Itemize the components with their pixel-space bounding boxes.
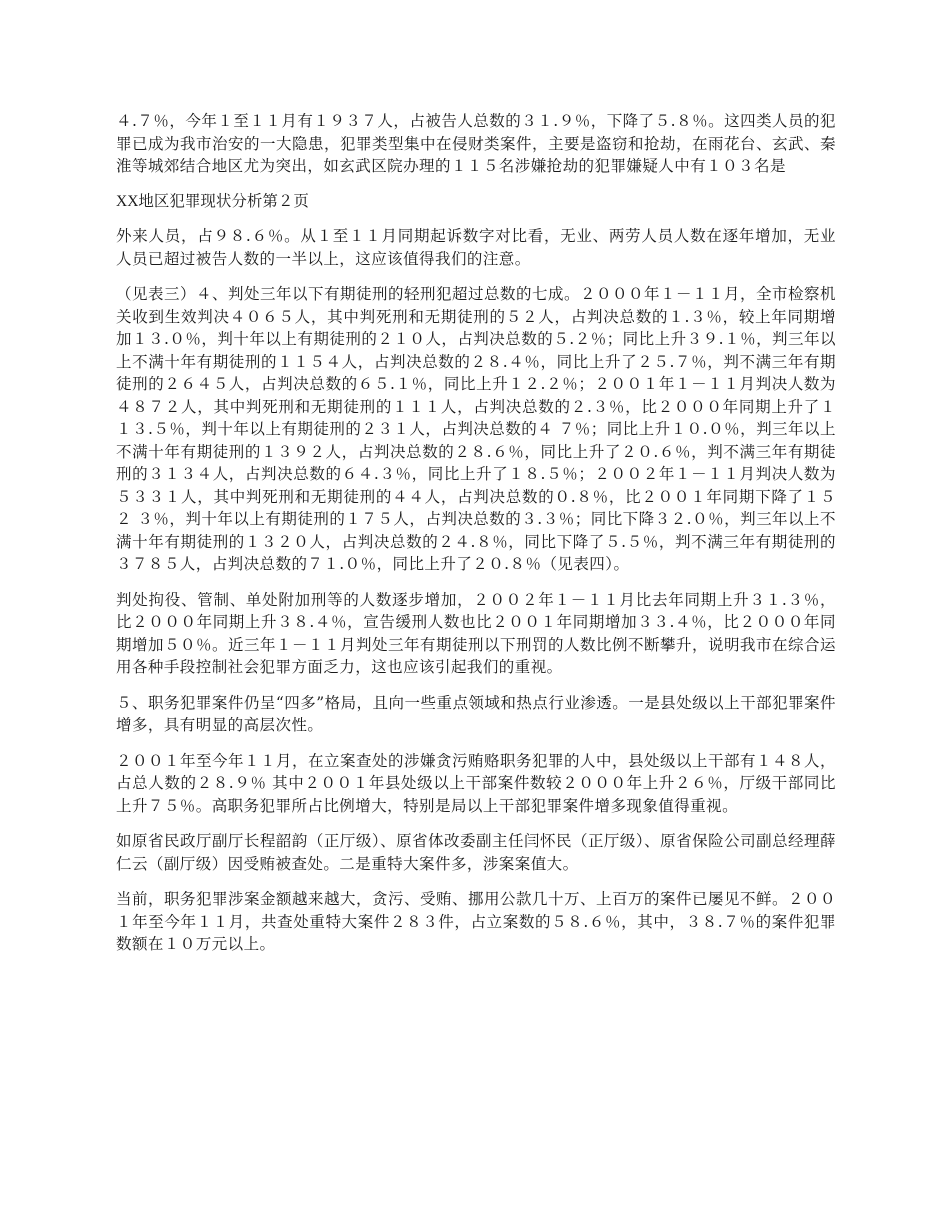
paragraph-3: 判处拘役、管制、单处附加刑等的人数逐步增加，２００２年１－１１月比去年同期上升３１.３％，比２０００年同期上升３８.４％，宣告缓刑人数也比２００１年同期增加３３.４％，比２０００年同期增加５０％。近三年１－１１月判处三年有期徒刑以下刑罚的人数比例不断攀升，说明我市在综合运用各种手段控制社会犯罪方面乏力，这也应该引起我们的重视。 xyxy=(116,590,836,676)
paragraph-intro: ４.７％，今年１至１１月有１９３７人，占被告人总数的３１.９％，下降了５.８％。这四类人员的犯罪已成为我市治安的一大隐患，犯罪类型集中在侵财类案件，主要是盗窃和抢劫，在雨花台、玄武、秦淮等城郊结合地区尤为突出，如玄武区院办理的１１５名涉嫌抢劫的犯罪嫌疑人中有１０３名是 xyxy=(116,112,836,175)
paragraph-7: 当前，职务犯罪涉案金额越来越大，贪污、受贿、挪用公款几十万、上百万的案件已屡见不鲜。２００１年至今年１１月，共查处重特大案件２８３件，占立案数的５８.６％，其中，３８.７％的案件犯罪数额在１０万元以上。 xyxy=(116,890,836,953)
paragraph-4: ５、职务犯罪案件仍呈“四多”格局，且向一些重点领域和热点行业渗透。一是县处级以上干部犯罪案件增多，具有明显的高层次性。 xyxy=(116,693,836,734)
document-page xyxy=(116,110,836,969)
page-title: XX地区犯罪现状分析第２页 xyxy=(116,192,309,210)
paragraph-5: ２００１年至今年１１月，在立案查处的涉嫌贪污贿赂职务犯罪的人中，县处级以上干部有１４８人，占总人数的２８.９％ 其中２００１年县处级以上干部案件数较２０００年上升２６％，厅级干部同比上升７５％。高职务犯罪所占比例增大，特别是局以上干部犯罪案件增多现象值得重视。 xyxy=(116,751,836,815)
paragraph-6: 如原省民政厅副厅长程韶韵（正厅级）、原省体改委副主任闫怀民（正厅级）、原省保险公司副总经理薛仁云（副厅级）因受贿被查处。二是重特大案件多，涉案案值大。 xyxy=(116,832,836,873)
paragraph-1: 外来人员，占９８.６％。从１至１１月同期起诉数字对比看，无业、两劳人员人数在逐年增加，无业人员已超过被告人数的一半以上，这应该值得我们的注意。 xyxy=(116,227,836,268)
paragraph-2: （见表三）４、判处三年以下有期徒刑的轻刑犯超过总数的七成。２０００年１－１１月，全市检察机关收到生效判决４０６５人，其中判死刑和无期徒刑的５２人，占判决总数的１.３％，较上年同期增加１３.０％，判十年以上有期徒刑的２１０人，占判决总数的５.２％；同比上升３９.１％，判三年以上不满十年有期徒刑的１１５４人，占判决总数的２８.４％，同比上升了２５.７％，判不满三年有期徒刑的２６４５人，占判决总数的６５.１％，同比上升１２.２％；２００１年１－１１月判决人数为４８７２人，其中判死刑和无期徒刑的１１１人，占判决总数的２.３％，比２０００年同期上升了１１３.５％，判十年以上有期徒刑的２３１人，占判决总数的４ ７％；同比上升１０.０％，判三年以上不满十年有期徒刑的１３９２人，占判决总数的２８.６％，同比上升了２０.６％，判不满三年有期徒刑的３１３４人，占判决总数的６４.３％，同比上升了１８.５％；２００２年１－１１月判决人数为５３３１人，其中判死刑和无期徒刑的４４人，占判决总数的０.８％，比２００１年同期下降了１５２ ３％，判十年以上有期徒刑的１７５人，占判决总数的３.３％；同比下降３２.０％，判三年以上不满十年有期徒刑的１３２０人，占判决总数的２４.８％，同比下降了５.５％，判不满三年有期徒刑的３７８５人，占判决总数的７１.０％，同比上升了２０.８％（见表四）。 xyxy=(116,285,836,573)
